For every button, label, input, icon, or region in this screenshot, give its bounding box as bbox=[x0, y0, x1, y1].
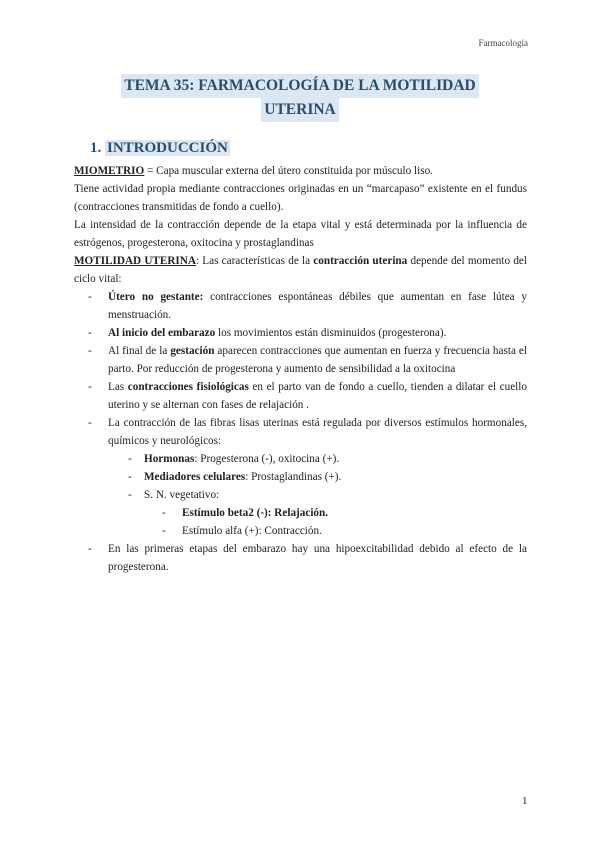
list-item bbox=[74, 378, 527, 414]
bullet-list bbox=[74, 288, 527, 576]
list-item bbox=[74, 414, 527, 450]
running-header: Farmacología bbox=[478, 38, 528, 48]
bullet-text: La contracción de las fibras lisas uterinas está regulada por diversos estímulos hormonales, químicos y neurológicos: bbox=[108, 417, 527, 447]
sub-list-item bbox=[74, 450, 527, 468]
bullet-text: En las primeras etapas del embarazo hay una hipoexcitabilidad debido al efecto de la progesterona. bbox=[108, 543, 527, 573]
motilidad-pre: : Las características de la bbox=[195, 255, 314, 267]
list-item bbox=[74, 288, 527, 324]
page-title bbox=[0, 74, 600, 122]
bullet-bold: Al inicio del embarazo bbox=[108, 327, 216, 339]
bullet-pre: Al final de la bbox=[108, 345, 171, 357]
bullet-bold: Útero no gestante: bbox=[108, 291, 204, 303]
document-body bbox=[74, 162, 527, 576]
bullet-pre: Las bbox=[108, 381, 128, 393]
bullet-bold: Mediadores celulares bbox=[144, 471, 246, 483]
bullet-dash: - bbox=[128, 453, 132, 465]
list-item bbox=[74, 540, 527, 576]
list-item bbox=[74, 324, 527, 342]
bullet-dash: - bbox=[88, 327, 92, 339]
page-number: 1 bbox=[522, 795, 528, 807]
paragraph-1: Tiene actividad propia mediante contracciones originadas en un “marcapaso” existente en el fundus (contracciones transmitidas de fondo a cuello). bbox=[74, 183, 527, 213]
bullet-text: contracciones espontáneas débiles que aumentan en fase lútea y menstruación. bbox=[108, 291, 527, 321]
bullet-dash: - bbox=[88, 381, 92, 393]
title-line-1: TEMA 35: FARMACOLOGÍA DE LA MOTILIDAD bbox=[121, 74, 479, 98]
section-title: INTRODUCCIÓN bbox=[107, 140, 228, 156]
bullet-dash: - bbox=[162, 507, 166, 519]
bullet-dash: - bbox=[128, 489, 132, 501]
motilidad-post: depende del momento del ciclo vital: bbox=[74, 255, 527, 285]
miometrio-term: MIOMETRIO bbox=[74, 165, 145, 177]
list-item bbox=[74, 342, 527, 378]
sub-list-item bbox=[74, 468, 527, 486]
motilidad-term: MOTILIDAD UTERINA bbox=[74, 255, 196, 267]
bullet-text: los movimientos están disminuidos (progesterona). bbox=[215, 327, 447, 339]
miometrio-paragraph bbox=[74, 162, 527, 180]
bullet-text: en el parto van de fondo a cuello, tienden a dilatar el cuello uterino y se alternan con fases de relajación . bbox=[108, 381, 527, 411]
sub-sub-list-item bbox=[74, 504, 527, 522]
bullet-bold: Hormonas bbox=[144, 453, 195, 465]
bullet-dash: - bbox=[128, 471, 132, 483]
bullet-dash: - bbox=[88, 345, 92, 357]
section-number: 1. bbox=[90, 140, 102, 156]
motilidad-bold: contracción uterina bbox=[313, 255, 408, 267]
paragraph-2: La intensidad de la contracción depende de la etapa vital y está determinada por la influencia de estrógenos, progesterona, oxitocina y prostaglandinas bbox=[74, 219, 527, 249]
title-line-2: UTERINA bbox=[261, 98, 338, 122]
bullet-text: aparecen contracciones que aumentan en fuerza y frecuencia hasta el parto. Por reducción de progesterona y aumento de sensibilidad a la oxitocina bbox=[108, 345, 527, 375]
motilidad-paragraph bbox=[74, 252, 527, 288]
bullet-dash: - bbox=[162, 525, 166, 537]
sub-list-item bbox=[74, 486, 527, 504]
miometrio-text: = Capa muscular externa del útero constituida por músculo liso. bbox=[144, 165, 433, 177]
bullet-text: Estímulo alfa (+): Contracción. bbox=[182, 525, 322, 537]
bullet-text: : Progesterona (-), oxitocina (+). bbox=[194, 453, 340, 465]
bullet-text: : Prostaglandinas (+). bbox=[245, 471, 342, 483]
bullet-bold: Estímulo beta2 (-): Relajación. bbox=[182, 507, 329, 519]
bullet-bold: contracciones fisiológicas bbox=[127, 381, 249, 393]
section-heading bbox=[90, 140, 230, 157]
bullet-bold: gestación bbox=[170, 345, 215, 357]
bullet-text: S. N. vegetativo: bbox=[144, 489, 220, 501]
bullet-dash: - bbox=[88, 291, 92, 303]
sub-sub-list-item bbox=[74, 522, 527, 540]
bullet-dash: - bbox=[88, 417, 92, 429]
bullet-dash: - bbox=[88, 543, 92, 555]
